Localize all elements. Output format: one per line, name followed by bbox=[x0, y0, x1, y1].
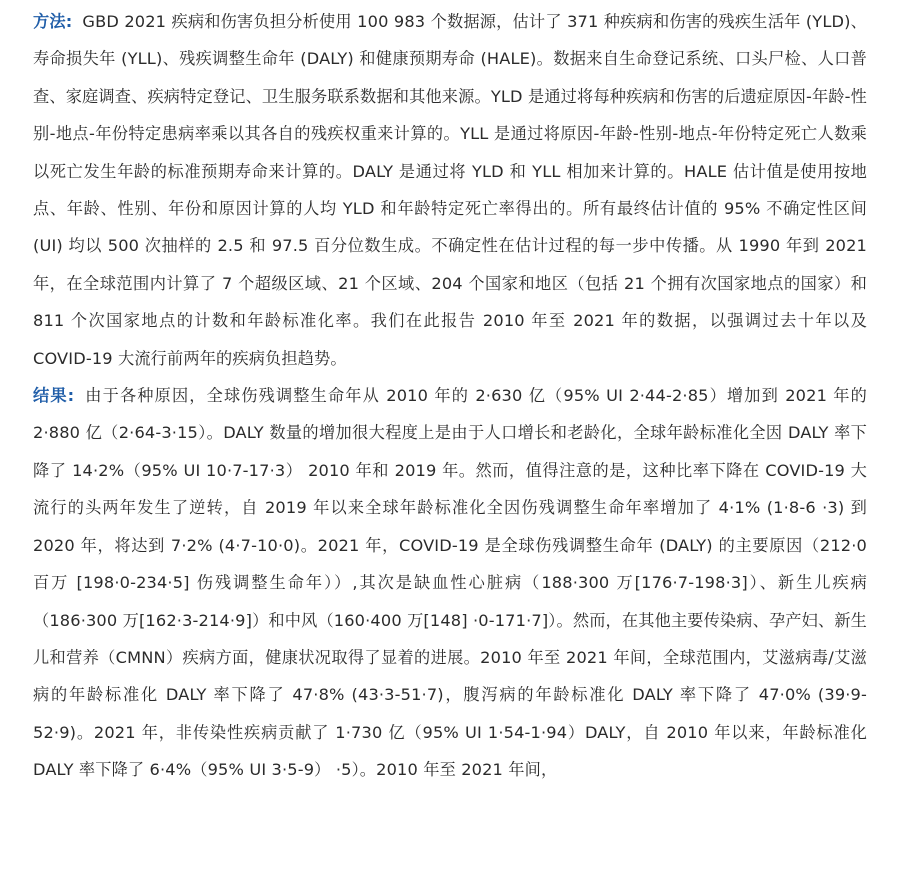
results-text: 由于各种原因，全球伤残调整生命年从 2010 年的 2·630 亿（95% UI 2·44-2·85）增加到 2021 年的 2·880 亿（2·64-3·15）。DALY 数量的增加很大程度上是由于人口增长和老龄化，全球年龄标准化全因 DALY 率下降了 14·2%（95% UI 10·7-17·3） 2010 年和 2019 年。然而，值得注意的是，这种比率下降在 COVID-19 大流行的头两年发生了逆转，自 2019 年以来全球年龄标准化全因伤残调整生命年率增加了 4·1% (1·8-6 ·3) 到 2020 年，将达到 7·2% (4·7-10·0)。2021 年，COVID-19 是全球伤残调整生命年 (DALY) 的主要原因（212·0 百万 [198·0-234·5] 伤残调整生命年））,其次是缺血性心脏病（188·300 万[176·7-198·3]）、新生儿疾病（186·300 万[162·3-214·9]）和中风（160·400 万[148] ·0-171·7]）。然而，在其他主要传染病、孕产妇、新生儿和营养（CMNN）疾病方面，健康状况取得了显着的进展。2010 年至 2021 年间，全球范围内，艾滋病毒/艾滋病的年龄标准化 DALY 率下降了 47·8% (43·3-51·7)，腹泻病的年龄标准化 DALY 率下降了 47·0% (39·9-52·9)。2021 年，非传染性疾病贡献了 1·730 亿（95% UI 1·54-1·94）DALY，自 2010 年以来，年龄标准化 DALY 率下降了 6·4%（95% UI 3·5-9） ·5）。2010 年至 2021 年间， bbox=[33, 386, 867, 780]
methods-label: 方法: bbox=[33, 12, 73, 31]
methods-paragraph bbox=[33, 3, 867, 377]
results-label: 结果: bbox=[33, 386, 75, 406]
results-paragraph bbox=[33, 377, 867, 788]
methods-text: GBD 2021 疾病和伤害负担分析使用 100 983 个数据源，估计了 371 种疾病和伤害的残疾生活年 (YLD)、寿命损失年 (YLL)、残疾调整生命年 (DALY) 和健康预期寿命 (HALE)。数据来自生命登记系统、口头尸检、人口普查、家庭调查、疾病特定登记、卫生服务联系数据和其他来源。YLD 是通过将每种疾病和伤害的后遗症原因-年龄-性别-地点-年份特定患病率乘以其各自的残疾权重来计算的。YLL 是通过将原因-年龄-性别-地点-年份特定死亡人数乘以死亡发生年龄的标准预期寿命来计算的。DALY 是通过将 YLD 和 YLL 相加来计算的。HALE 估计值是使用按地点、年龄、性别、年份和原因计算的人均 YLD 和年龄特定死亡率得出的。所有最终估计值的 95% 不确定性区间 (UI) 均以 500 次抽样的 2.5 和 97.5 百分位数生成。不确定性在估计过程的每一步中传播。从 1990 年到 2021 年，在全球范围内计算了 7 个超级区域、21 个区域、204 个国家和地区（包括 21 个拥有次国家地点的国家）和 811 个次国家地点的计数和年龄标准化率。我们在此报告 2010 年至 2021 年的数据，以强调过去十年以及 COVID-19 大流行前两年的疾病负担趋势。 bbox=[33, 12, 867, 368]
